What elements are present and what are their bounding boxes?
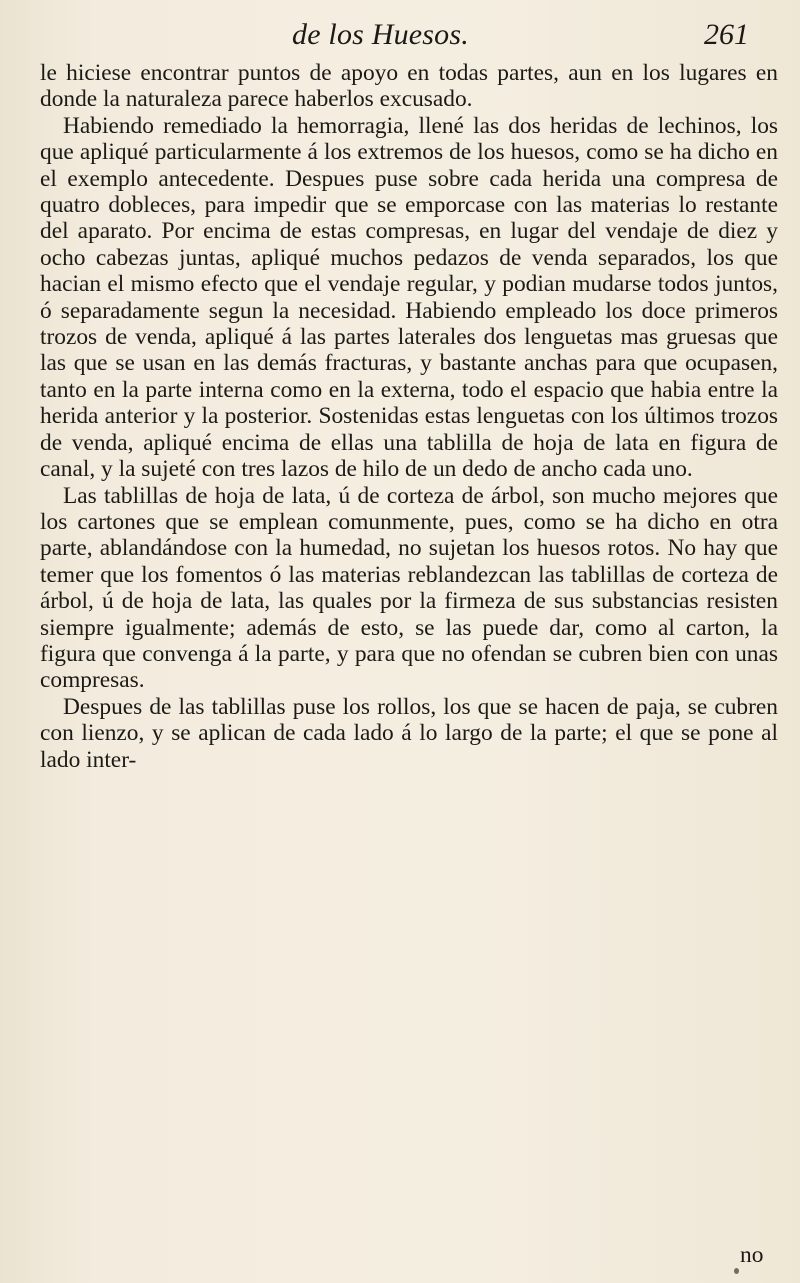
printer-mark-icon bbox=[734, 1268, 739, 1274]
paragraph: Las tablillas de hoja de lata, ú de corteza de árbol, son mucho mejores que los cartones que se emplean comunmente, pues, como se ha dicho en otra parte, ablandándose con la humedad, no sujetan los huesos rotos. No hay que temer que los fomentos ó las materias reblandezcan las tablillas de corteza de árbol, ú de hoja de lata, las quales por la firmeza de sus substancias resisten siempre igualmente; además de esto, se las puede dar, como al carton, la figura que convenga á la parte, y para que no ofendan se cubren bien con unas compresas. bbox=[40, 482, 778, 694]
page-header bbox=[0, 14, 800, 54]
paragraph: le hiciese encontrar puntos de apoyo en todas partes, aun en los lugares en donde la naturaleza parece haberlos excusado. bbox=[40, 60, 778, 113]
body-text bbox=[40, 60, 778, 773]
catchword: no bbox=[740, 1242, 764, 1268]
paragraph: Despues de las tablillas puse los rollos, los que se hacen de paja, se cubren con lienzo, y se aplican de cada lado á lo largo de la parte; el que se pone al lado inter- bbox=[40, 693, 778, 773]
page-number: 261 bbox=[704, 18, 749, 51]
running-head: de los Huesos. bbox=[292, 18, 469, 51]
paragraph: Habiendo remediado la hemorragia, llené las dos heridas de lechinos, los que apliqué particularmente á los extremos de los huesos, como se ha dicho en el exemplo antecedente. Despues puse sobre cada herida una compresa de quatro dobleces, para impedir que se emporcase con las materias lo restante del aparato. Por encima de estas compresas, en lugar del vendaje de diez y ocho cabezas juntas, apliqué muchos pedazos de venda separados, los que hacian el mismo efecto que el vendaje regular, y podian mudarse todos juntos, ó separadamente segun la necesidad. Habiendo empleado los doce primeros trozos de venda, apliqué á las partes laterales dos lenguetas mas gruesas que las que se usan en las demás fracturas, y bastante anchas para que ocupasen, tanto en la parte interna como en la externa, todo el espacio que habia entre la herida anterior y la posterior. Sostenidas estas lenguetas con los últimos trozos de venda, apliqué encima de ellas una tablilla de hoja de lata en figura de canal, y la sujeté con tres lazos de hilo de un dedo de ancho cada uno. bbox=[40, 112, 778, 483]
